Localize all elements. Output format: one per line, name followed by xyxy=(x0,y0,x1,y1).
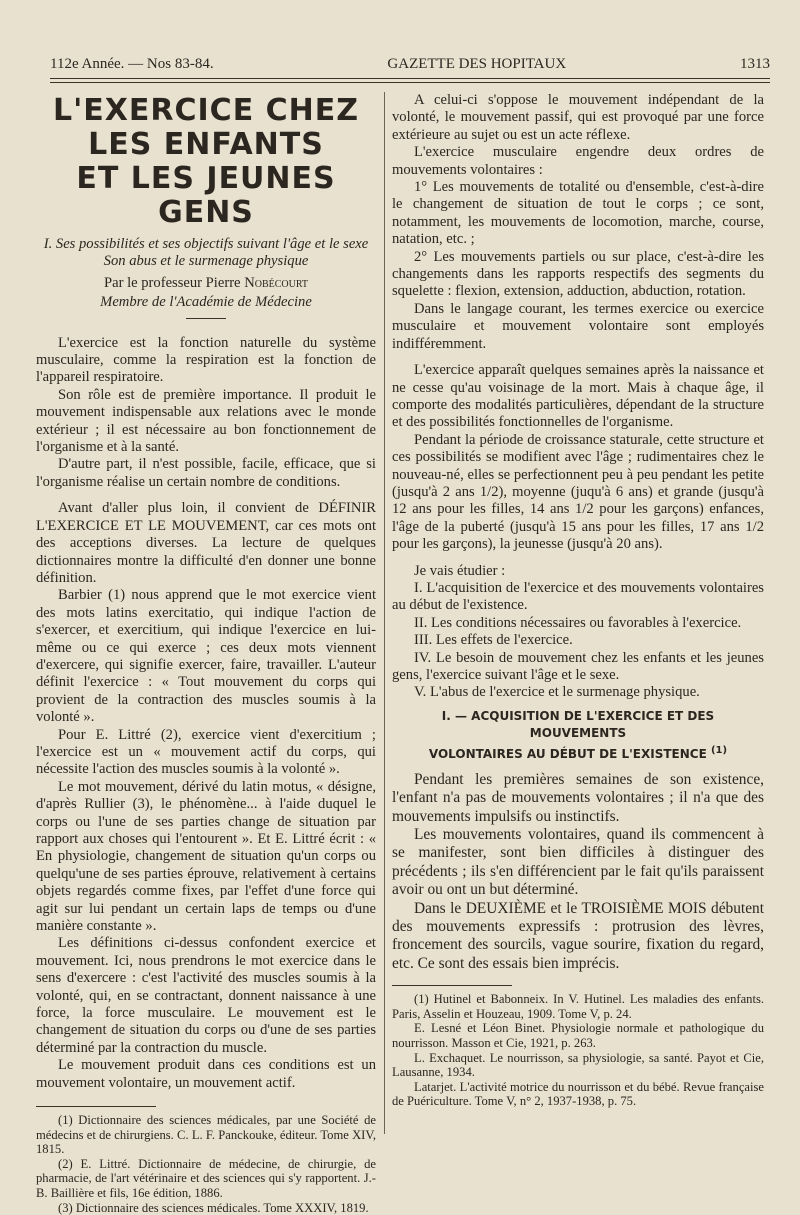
paragraph: Le mouvement produit dans ces conditions est un mouvement volontaire, un mouvement actif. xyxy=(36,1057,376,1091)
publication-title: GAZETTE DES HOPITAUX xyxy=(387,56,567,72)
left-column xyxy=(36,92,376,1215)
footnote: (1) Hutinel et Babonneix. In V. Hutinel. Les maladies des enfants. Paris, Asselin et Houzeau, 1909. Tome V, p. 24. xyxy=(392,992,764,1021)
page-header xyxy=(50,56,770,78)
paragraph: L'exercice est la fonction naturelle du système musculaire, comme la respiration est la fonction de l'appareil respiratoire. xyxy=(36,334,376,386)
footnote: Latarjet. L'activité motrice du nourrisson et du bébé. Revue française de Puériculture. Tome V, n° 2, 1937-1938, p. 75. xyxy=(392,1079,764,1109)
section-heading: I. — ACQUISITION DE L'EXERCICE ET DES MOUVEMENTS VOLONTAIRES AU DÉBUT DE L'EXISTENCE $^{(1)}$ xyxy=(428,708,728,761)
title-rule xyxy=(186,318,226,319)
paragraph: Pendant les premières semaines de son existence, l'enfant n'a pas de mouvements volontaires ; il n'a que des mouvements impulsifs ou instinctifs. xyxy=(392,770,764,825)
list-item: V. L'abus de l'exercice et le surmenage physique. xyxy=(414,684,700,701)
paragraph: A celui-ci s'oppose le mouvement indépendant de la volonté, le mouvement passif, qui est provoqué par une force extérieure au sujet ou est un acte réflexe. xyxy=(392,92,764,143)
article-title: L'EXERCICE CHEZ LES ENFANTS ET LES JEUNES GENS xyxy=(52,93,360,230)
paragraph: Son rôle est de première importance. Il produit le mouvement indispensable aux relations avec le monde extérieur ; il est nécessaire au bon fonctionnement de l'organisme et à la santé. xyxy=(36,386,376,456)
paragraph: Dans le langage courant, les termes exercice ou exercice musculaire et mouvement volontaire sont employés indifféremment. xyxy=(392,300,764,352)
paragraph: Le mot mouvement, dérivé du latin motus, « désigne, d'après Rullier (3), le phénomène... à l'aide duquel le corps ou l'une de ses parties change de situation par rapport aux choses qui l'entourent ». Et E. Littré écrit : « En physiologie, changement de situation qu'un corps ou quelqu'une de ses parties éprouve, relativement à certains objets regardés comme fixes, par l'effet d'une force qui agit sur lui pendant un certain laps de temps ou d'une manière constante ». xyxy=(36,778,376,935)
paragraph: Dans le DEUXIÈME et le TROISIÈME MOIS débutent des mouvements expressifs : protrusion des lèvres, froncement des sourcils, vague sourire, fixation du regard, etc. Ce sont des essais bien imprécis. xyxy=(392,899,764,972)
list-item: I. L'acquisition de l'exercice et des mouvements volontaires au début de l'existence. xyxy=(392,579,764,614)
paragraph: 2° Les mouvements partiels ou sur place, c'est-à-dire les changements dans les rapports respectifs des segments du squelette : flexion, extension, adduction, abduction, rotation. xyxy=(392,248,764,300)
paragraph: Barbier (1) nous apprend que le mot exercice vient des mots latins exercitatio, qui indique l'action de s'exercer, et exercitium, qui indique l'exercice en lui-même ou ce qui exerce ; ces deux mots viennent d'exercere, qui signifie exercer, faire, travailler. L'auteur définit l'exercice : « Tout mouvement du corps qui provient de la contraction des muscles soumis à la volonté ». xyxy=(36,587,376,726)
paragraph: L'exercice apparaît quelques semaines après la naissance et ne cesse qu'au voisinage de la mort. Mais à chaque âge, il comporte des modalités particulières, dépendant de la structure et des possibilités fonctionnelles de l'organisme. xyxy=(392,362,764,431)
list-item: II. Les conditions nécessaires ou favorables à l'exercice. xyxy=(414,614,742,631)
footnote: (3) Dictionnaire des sciences médicales. Tome XXXIV, 1819. xyxy=(58,1200,369,1215)
list-item: III. Les effets de l'exercice. xyxy=(414,632,573,649)
page-number: 1313 xyxy=(740,56,770,72)
article-author: Par le professeur Pierre Nobécourt xyxy=(103,274,309,291)
header-rule-thin xyxy=(50,82,770,83)
footnote: (1) Dictionnaire des sciences médicales, par une Société de médecins et de chirurgiens. C. L. F. Panckouke, éditeur. Tome XIV, 1815. xyxy=(36,1113,376,1157)
author-affiliation: Membre de l'Académie de Médecine xyxy=(100,294,312,311)
paragraph: 1° Les mouvements de totalité ou d'ensemble, c'est-à-dire le changement de situation de tout le corps ; ce sont, notamment, les mouvements de locomotion, marche, course, natation, etc. ; xyxy=(392,179,764,248)
paragraph: Pendant la période de croissance staturale, cette structure et ces possibilités se modifient avec l'âge ; rudimentaires chez le nouveau-né, elles se perfectionnent peu à peu pendant les petite (jusqu'à 2 ans 1/2), moyenne (juqu'à 6 ans) et grande (jusqu'à 12 ans pour les filles, 14 ans 1/2 pour les garçons) enfances, l'âge de la puberté (jusqu'à 15 ans pour les filles, 17 ans 1/2 pour les garçons), la jeunesse (jusqu'à 20 ans). xyxy=(392,431,764,553)
paragraph: Avant d'aller plus loin, il convient de DÉFINIR L'EXERCICE ET LE MOUVEMENT, car ces mots ont des acceptions diverses. La lecture de quelques dictionnaires montre la difficulté d'en donner une bonne définition. xyxy=(36,500,376,586)
paragraph: Les mouvements volontaires, quand ils commencent à se manifester, sont bien difficiles à distinguer des précédents ; ils s'en différencient par le fait qu'ils paraissent avoir ou ont un but déterminé. xyxy=(392,826,764,899)
footnote: (2) E. Littré. Dictionnaire de médecine, de chirurgie, de pharmacie, de l'art vétérinaire et des sciences qui s'y rapportent. J.-B. Baillière et fils, 16e édition, 1886. xyxy=(36,1156,376,1201)
paragraph: Je vais étudier : xyxy=(414,562,506,579)
paragraph: D'autre part, il n'est possible, facile, efficace, que si l'organisme réalise un certain nombre de conditions. xyxy=(36,456,376,490)
right-column xyxy=(392,92,764,1109)
column-divider xyxy=(384,92,385,1134)
footnote: L. Exchaquet. Le nourrisson, sa physiologie, sa santé. Payot et Cie, Lausanne, 1934. xyxy=(392,1050,764,1080)
paragraph: L'exercice musculaire engendre deux ordres de mouvements volontaires : xyxy=(392,144,764,178)
footnote-rule xyxy=(392,985,512,986)
footnote: E. Lesné et Léon Binet. Physiologie normale et pathologique du nourrisson. Masson et Cie, 1921, p. 263. xyxy=(392,1021,764,1051)
paragraph: Les définitions ci-dessus confondent exercice et mouvement. Ici, nous prendrons le mot exercice dans le sens d'exercere : c'est l'activité des muscles soumis à la volonté, qui, en se contractant, donnent naissance à une force, la force musculaire. Le mouvement est le changement de situation du corps ou d'une de ses parties déterminé par la contraction du muscle. xyxy=(36,935,376,1056)
header-rule xyxy=(50,78,770,79)
list-item: IV. Le besoin de mouvement chez les enfants et les jeunes gens, l'exercice suivant l'âge et le sexe. xyxy=(392,649,764,683)
issue-info: 112e Année. — Nos 83-84. xyxy=(50,56,214,72)
footnote-rule xyxy=(36,1106,156,1107)
article-subtitle: I. Ses possibilités et ses objectifs suivant l'âge et le sexe Son abus et le surmenage physique xyxy=(43,236,369,270)
paragraph: Pour E. Littré (2), exercice vient d'exercitium ; l'exercice est un « mouvement actif du corps, qui nécessite l'action des muscles soumis à la volonté ». xyxy=(36,726,376,778)
